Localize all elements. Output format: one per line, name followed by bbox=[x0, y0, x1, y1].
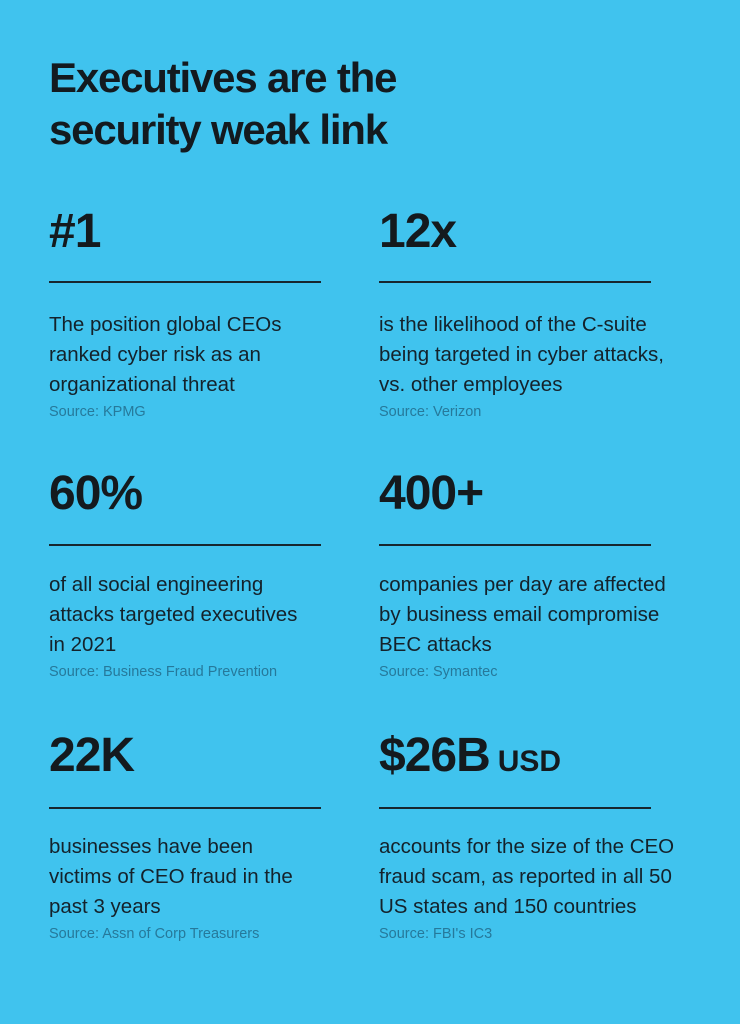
stat-card-kpmg bbox=[49, 204, 339, 420]
stat-value bbox=[379, 728, 669, 784]
stat-number: #1 bbox=[49, 205, 101, 258]
stat-description: companies per day are affected by business email compromise BEC attacks bbox=[379, 573, 666, 656]
stat-value bbox=[379, 204, 669, 260]
stat-number: $26B bbox=[379, 729, 490, 782]
stat-source: Source: Assn of Corp Treasurers bbox=[49, 926, 260, 942]
divider-line bbox=[49, 281, 321, 283]
stat-card-fbi-ic3 bbox=[379, 728, 675, 942]
stat-description-block bbox=[379, 310, 691, 422]
title-line-2: security weak link bbox=[49, 106, 387, 153]
stat-description: of all social engineering attacks targeted executives in 2021 bbox=[49, 573, 298, 656]
stat-card-verizon bbox=[379, 204, 669, 420]
stat-description-block bbox=[49, 310, 324, 422]
stat-value bbox=[379, 466, 669, 522]
stat-source: Source: Symantec bbox=[379, 664, 498, 680]
stat-description-block bbox=[49, 832, 314, 944]
stat-value bbox=[49, 466, 339, 522]
divider-line bbox=[49, 807, 321, 809]
stat-value bbox=[49, 728, 339, 784]
stat-description-block bbox=[49, 570, 311, 682]
stat-description: The position global CEOs ranked cyber risk as an organizational threat bbox=[49, 313, 282, 396]
stat-description: businesses have been victims of CEO fraud in the past 3 years bbox=[49, 835, 293, 918]
stat-number: 12x bbox=[379, 205, 457, 258]
divider-line bbox=[379, 807, 651, 809]
stat-source: Source: Verizon bbox=[379, 404, 482, 420]
stat-source: Source: KPMG bbox=[49, 404, 146, 420]
stat-card-corp-treasurers bbox=[49, 728, 339, 942]
stat-card-business-fraud bbox=[49, 466, 339, 680]
stat-number: 60% bbox=[49, 467, 143, 520]
stat-unit: USD bbox=[497, 745, 562, 778]
stat-source: Source: FBI's IC3 bbox=[379, 926, 493, 942]
stat-number: 400+ bbox=[379, 467, 484, 520]
page-title bbox=[49, 52, 396, 156]
title-line-1: Executives are the bbox=[49, 54, 397, 101]
divider-line bbox=[379, 544, 651, 546]
stat-description-block bbox=[379, 832, 697, 944]
divider-line bbox=[49, 544, 321, 546]
stat-value bbox=[49, 204, 339, 260]
divider-line bbox=[379, 281, 651, 283]
stat-card-symantec bbox=[379, 466, 669, 680]
stat-description-block bbox=[379, 570, 674, 682]
stat-number: 22K bbox=[49, 729, 135, 782]
stat-description: accounts for the size of the CEO fraud scam, as reported in all 50 US states and 150 countries bbox=[379, 835, 675, 918]
stat-source: Source: Business Fraud Prevention bbox=[49, 664, 278, 680]
stat-description: is the likelihood of the C-suite being targeted in cyber attacks, vs. other employees bbox=[379, 313, 664, 396]
